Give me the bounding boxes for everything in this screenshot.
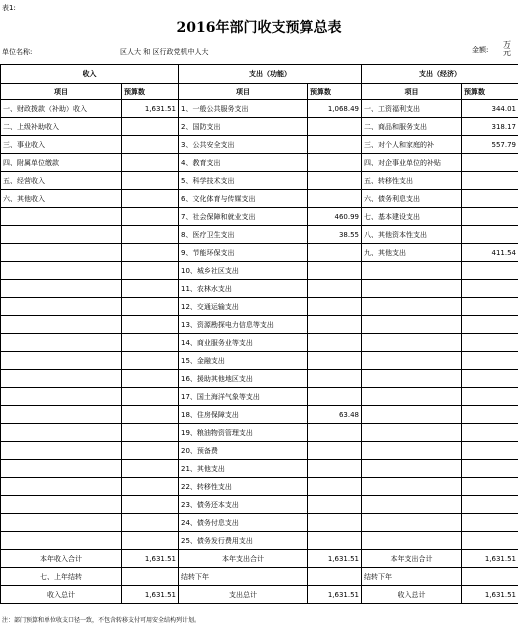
- econ-amount-cell: [462, 352, 518, 370]
- total-row: [1, 550, 518, 568]
- func-item-cell: 15、金融支出: [179, 352, 308, 370]
- func-item-cell: 18、住房保障支出: [179, 406, 308, 424]
- header-row-groups: [1, 65, 518, 84]
- table-row: [1, 154, 518, 172]
- func-item-header: 项目: [179, 84, 308, 100]
- income-amount-cell: [122, 370, 179, 388]
- func-item-cell: 支出总计: [179, 586, 308, 604]
- econ-amount-cell: [462, 370, 518, 388]
- econ-item-cell: [362, 334, 462, 352]
- econ-item-cell: 结转下年: [362, 568, 462, 586]
- income-item-cell: 七、上年结转: [1, 568, 122, 586]
- func-amount-cell: [308, 388, 362, 406]
- econ-amount-cell: [462, 208, 518, 226]
- econ-amount-cell: [462, 334, 518, 352]
- income-item-cell: [1, 370, 122, 388]
- econ-item-cell: [362, 316, 462, 334]
- table-row: [1, 226, 518, 244]
- func-item-cell: 16、援助其他地区支出: [179, 370, 308, 388]
- func-amount-cell: [308, 460, 362, 478]
- func-item-cell: 5、科学技术支出: [179, 172, 308, 190]
- income-amount-cell: [122, 208, 179, 226]
- expend-econ-group-header: 支出（经济）: [362, 65, 518, 84]
- econ-amount-cell: [462, 460, 518, 478]
- income-item-cell: [1, 406, 122, 424]
- income-amount-cell: [122, 424, 179, 442]
- func-item-cell: 本年支出合计: [179, 550, 308, 568]
- income-item-cell: 二、上级补助收入: [1, 118, 122, 136]
- func-item-cell: 19、粮油物资管理支出: [179, 424, 308, 442]
- econ-item-cell: 八、其他资本性支出: [362, 226, 462, 244]
- econ-amount-cell: [462, 406, 518, 424]
- econ-amount-cell: [462, 298, 518, 316]
- econ-item-cell: [362, 424, 462, 442]
- func-item-cell: 8、医疗卫生支出: [179, 226, 308, 244]
- func-item-cell: 21、其他支出: [179, 460, 308, 478]
- func-amount-cell: [308, 370, 362, 388]
- econ-amount-cell: [462, 154, 518, 172]
- table-row: [1, 316, 518, 334]
- func-amount-cell: 38.55: [308, 226, 362, 244]
- budget-summary-table: [0, 64, 518, 604]
- econ-amount-cell: [462, 478, 518, 496]
- table-row: [1, 514, 518, 532]
- income-item-cell: [1, 280, 122, 298]
- table-row: [1, 496, 518, 514]
- func-amount-cell: [308, 478, 362, 496]
- econ-item-cell: [362, 514, 462, 532]
- table-row: [1, 370, 518, 388]
- func-amount-cell: [308, 424, 362, 442]
- income-item-cell: [1, 478, 122, 496]
- func-amount-cell: [308, 118, 362, 136]
- header-row-columns: [1, 84, 518, 100]
- table-row: [1, 136, 518, 154]
- econ-item-cell: [362, 496, 462, 514]
- income-amount-cell: [122, 496, 179, 514]
- econ-amount-header: 预算数: [462, 84, 518, 100]
- footnote: 注：部门预算和单位收支口径一致，不包含转移支付可用安全结构列计划。: [2, 617, 201, 624]
- econ-amount-cell: [462, 316, 518, 334]
- income-item-cell: 六、其他收入: [1, 190, 122, 208]
- econ-item-cell: [362, 460, 462, 478]
- income-amount-cell: [122, 280, 179, 298]
- table-row: [1, 388, 518, 406]
- total-row: [1, 586, 518, 604]
- income-amount-cell: [122, 478, 179, 496]
- income-amount-cell: [122, 244, 179, 262]
- func-amount-cell: 1,631.51: [308, 550, 362, 568]
- econ-amount-cell: 1,631.51: [462, 550, 518, 568]
- func-item-cell: 1、一般公共服务支出: [179, 100, 308, 118]
- func-amount-cell: [308, 280, 362, 298]
- income-amount-cell: [122, 352, 179, 370]
- table-row: [1, 532, 518, 550]
- func-amount-cell: [308, 154, 362, 172]
- income-amount-cell: 1,631.51: [122, 100, 179, 118]
- income-item-cell: [1, 262, 122, 280]
- econ-amount-cell: [462, 262, 518, 280]
- income-amount-cell: [122, 442, 179, 460]
- econ-item-cell: [362, 478, 462, 496]
- func-item-cell: 13、资源勘探电力信息等支出: [179, 316, 308, 334]
- income-amount-cell: [122, 316, 179, 334]
- econ-amount-cell: [462, 496, 518, 514]
- total-row: [1, 568, 518, 586]
- econ-amount-cell: 557.79: [462, 136, 518, 154]
- table-number-tag: 表1:: [2, 4, 16, 12]
- income-item-cell: 五、经营收入: [1, 172, 122, 190]
- table-row: [1, 118, 518, 136]
- func-item-cell: 3、公共安全支出: [179, 136, 308, 154]
- table-row: [1, 334, 518, 352]
- table-row: [1, 478, 518, 496]
- econ-item-cell: [362, 532, 462, 550]
- page-title: 2016年部门收支预算总表: [176, 20, 342, 36]
- income-amount-cell: [122, 532, 179, 550]
- unit-name-value: 区人大 和 区行政党机中人大: [120, 48, 209, 56]
- income-item-cell: [1, 226, 122, 244]
- econ-item-cell: [362, 370, 462, 388]
- econ-item-header: 项目: [362, 84, 462, 100]
- income-amount-cell: [122, 154, 179, 172]
- econ-item-cell: [362, 262, 462, 280]
- func-amount-cell: [308, 514, 362, 532]
- income-amount-cell: [122, 298, 179, 316]
- econ-item-cell: [362, 442, 462, 460]
- income-item-cell: [1, 208, 122, 226]
- func-amount-cell: [308, 136, 362, 154]
- econ-amount-cell: [462, 568, 518, 586]
- econ-item-cell: 六、债务利息支出: [362, 190, 462, 208]
- econ-item-cell: [362, 298, 462, 316]
- income-item-cell: [1, 460, 122, 478]
- income-amount-cell: [122, 388, 179, 406]
- econ-item-cell: [362, 406, 462, 424]
- econ-amount-cell: [462, 424, 518, 442]
- income-amount-cell: [122, 172, 179, 190]
- income-item-cell: 一、财政拨款（补助）收入: [1, 100, 122, 118]
- table-row: [1, 172, 518, 190]
- econ-amount-cell: [462, 388, 518, 406]
- table-row: [1, 244, 518, 262]
- econ-item-cell: [362, 280, 462, 298]
- econ-item-cell: [362, 352, 462, 370]
- income-amount-cell: [122, 460, 179, 478]
- func-item-cell: 12、交通运输支出: [179, 298, 308, 316]
- func-amount-cell: [308, 172, 362, 190]
- table-row: [1, 352, 518, 370]
- income-item-cell: [1, 532, 122, 550]
- func-item-cell: 22、转移性支出: [179, 478, 308, 496]
- econ-amount-cell: [462, 280, 518, 298]
- income-amount-cell: [122, 190, 179, 208]
- func-amount-cell: [308, 334, 362, 352]
- income-item-cell: [1, 352, 122, 370]
- econ-amount-cell: [462, 442, 518, 460]
- table-row: [1, 280, 518, 298]
- econ-amount-cell: 411.54: [462, 244, 518, 262]
- table-row: [1, 208, 518, 226]
- income-item-cell: 三、事业收入: [1, 136, 122, 154]
- income-item-cell: [1, 442, 122, 460]
- income-item-cell: [1, 514, 122, 532]
- amount-unit-label: 金额:: [472, 46, 489, 54]
- econ-amount-cell: [462, 226, 518, 244]
- func-item-cell: 9、节能环保支出: [179, 244, 308, 262]
- income-amount-cell: [122, 568, 179, 586]
- econ-item-cell: 四、对企事业单位的补贴: [362, 154, 462, 172]
- income-amount-cell: 1,631.51: [122, 550, 179, 568]
- income-amount-cell: [122, 406, 179, 424]
- econ-amount-cell: [462, 190, 518, 208]
- func-amount-cell: 1,068.49: [308, 100, 362, 118]
- func-amount-cell: [308, 298, 362, 316]
- income-item-cell: 收入总计: [1, 586, 122, 604]
- income-item-cell: [1, 496, 122, 514]
- income-item-cell: [1, 424, 122, 442]
- econ-item-cell: 五、转移性支出: [362, 172, 462, 190]
- func-amount-cell: 460.99: [308, 208, 362, 226]
- amount-unit-value: 万元: [503, 40, 511, 57]
- income-amount-cell: [122, 136, 179, 154]
- func-item-cell: 2、国防支出: [179, 118, 308, 136]
- func-amount-cell: 1,631.51: [308, 586, 362, 604]
- table-row: [1, 460, 518, 478]
- unit-name-label: 单位名称:: [2, 48, 33, 56]
- func-item-cell: 24、债务付息支出: [179, 514, 308, 532]
- func-item-cell: 17、国土海洋气象等支出: [179, 388, 308, 406]
- func-item-cell: 20、预备费: [179, 442, 308, 460]
- func-item-cell: 7、社会保障和就业支出: [179, 208, 308, 226]
- func-amount-cell: [308, 352, 362, 370]
- income-item-cell: 本年收入合计: [1, 550, 122, 568]
- func-amount-cell: [308, 496, 362, 514]
- func-item-cell: 6、文化体育与传媒支出: [179, 190, 308, 208]
- econ-item-cell: 九、其他支出: [362, 244, 462, 262]
- table-row: [1, 406, 518, 424]
- table-row: [1, 190, 518, 208]
- income-amount-cell: [122, 514, 179, 532]
- econ-amount-cell: 344.01: [462, 100, 518, 118]
- func-item-cell: 10、城乡社区支出: [179, 262, 308, 280]
- income-amount-cell: [122, 334, 179, 352]
- econ-amount-cell: [462, 514, 518, 532]
- expend-func-group-header: 支出（功能）: [179, 65, 362, 84]
- income-amount-cell: [122, 262, 179, 280]
- func-amount-header: 预算数: [308, 84, 362, 100]
- income-item-cell: [1, 388, 122, 406]
- income-amount-header: 预算数: [122, 84, 179, 100]
- table-row: [1, 262, 518, 280]
- func-amount-cell: [308, 316, 362, 334]
- func-amount-cell: [308, 568, 362, 586]
- econ-amount-cell: [462, 532, 518, 550]
- econ-amount-cell: [462, 172, 518, 190]
- income-item-cell: [1, 334, 122, 352]
- income-item-header: 项目: [1, 84, 122, 100]
- table-row: [1, 442, 518, 460]
- econ-item-cell: 本年支出合计: [362, 550, 462, 568]
- func-amount-cell: [308, 442, 362, 460]
- econ-item-cell: 二、商品和服务支出: [362, 118, 462, 136]
- income-amount-cell: [122, 226, 179, 244]
- income-item-cell: [1, 244, 122, 262]
- econ-item-cell: 三、对个人和家庭的补: [362, 136, 462, 154]
- income-item-cell: [1, 298, 122, 316]
- income-item-cell: 四、附属单位缴款: [1, 154, 122, 172]
- econ-item-cell: 收入总计: [362, 586, 462, 604]
- func-item-cell: 结转下年: [179, 568, 308, 586]
- econ-amount-cell: 318.17: [462, 118, 518, 136]
- econ-amount-cell: 1,631.51: [462, 586, 518, 604]
- func-amount-cell: [308, 262, 362, 280]
- econ-item-cell: 七、基本建设支出: [362, 208, 462, 226]
- income-amount-cell: [122, 118, 179, 136]
- func-item-cell: 14、商业服务业等支出: [179, 334, 308, 352]
- econ-item-cell: [362, 388, 462, 406]
- income-amount-cell: 1,631.51: [122, 586, 179, 604]
- func-amount-cell: [308, 244, 362, 262]
- income-item-cell: [1, 316, 122, 334]
- econ-item-cell: 一、工资福利支出: [362, 100, 462, 118]
- func-item-cell: 11、农林水支出: [179, 280, 308, 298]
- func-item-cell: 23、债务还本支出: [179, 496, 308, 514]
- table-row: [1, 298, 518, 316]
- func-amount-cell: 63.48: [308, 406, 362, 424]
- func-amount-cell: [308, 532, 362, 550]
- func-item-cell: 4、教育支出: [179, 154, 308, 172]
- func-amount-cell: [308, 190, 362, 208]
- table-row: [1, 100, 518, 118]
- income-group-header: 收入: [1, 65, 179, 84]
- table-row: [1, 424, 518, 442]
- func-item-cell: 25、债务发行费用支出: [179, 532, 308, 550]
